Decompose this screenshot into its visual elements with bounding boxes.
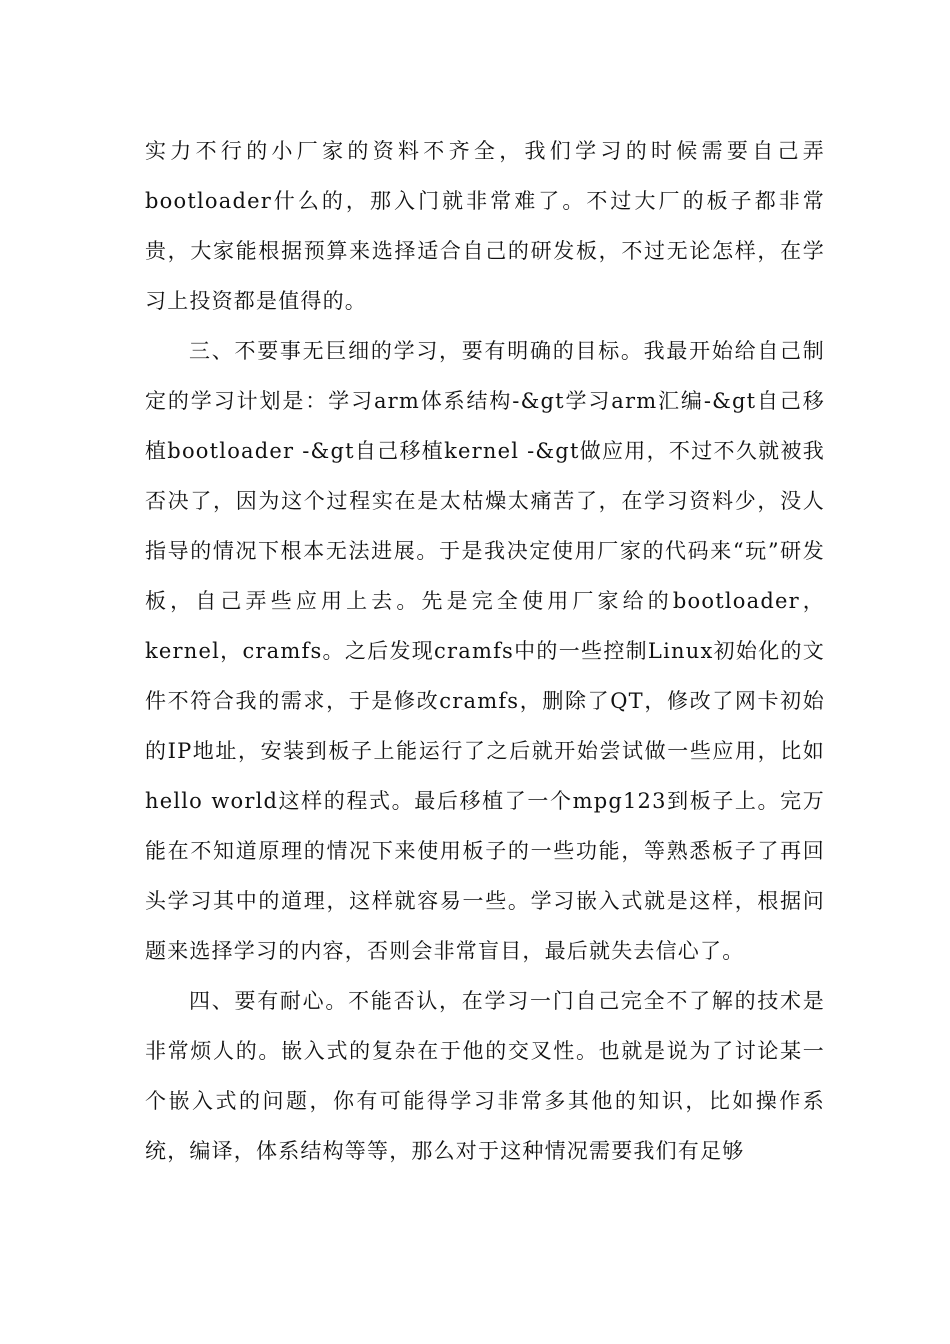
document-body <box>145 126 825 1176</box>
paragraph-point-three: 三、不要事无巨细的学习，要有明确的目标。我最开始给自己制定的学习计划是：学习arm体系结构-&gt学习arm汇编-&gt自己移植bootloader -&gt自己移植kernel -&gt做应用，不过不久就被我否决了，因为这个过程实在是太枯燥太痛苦了，在学习资料少，没人指导的情况下根本无法进展。于是我决定使用厂家的代码来“玩”研发板，自己弄些应用上去。先是完全使用厂家给的bootloader，kernel，cramfs。之后发现cramfs中的一些控制Linux初始化的文件不符合我的需求，于是修改cramfs，删除了QT，修改了网卡初始的IP地址，安装到板子上能运行了之后就开始尝试做一些应用，比如hello world这样的程式。最后移植了一个mpg123到板子上。完万能在不知道原理的情况下来使用板子的一些功能，等熟悉板子了再回头学习其中的道理，这样就容易一些。学习嵌入式就是这样，根据问题来选择学习的内容，否则会非常盲目，最后就失去信心了。 <box>145 339 825 963</box>
paragraph-continued: 实力不行的小厂家的资料不齐全，我们学习的时候需要自己弄bootloader什么的，那入门就非常难了。不过大厂的板子都非常贵，大家能根据预算来选择适合自己的研发板，不过无论怎样，在学习上投资都是值得的。 <box>145 139 825 313</box>
paragraph-point-four: 四、要有耐心。不能否认，在学习一门自己完全不了解的技术是非常烦人的。嵌入式的复杂在于他的交叉性。也就是说为了讨论某一个嵌入式的问题，你有可能得学习非常多其他的知识，比如操作系统，编译，体系结构等等，那么对于这种情况需要我们有足够 <box>145 989 825 1163</box>
